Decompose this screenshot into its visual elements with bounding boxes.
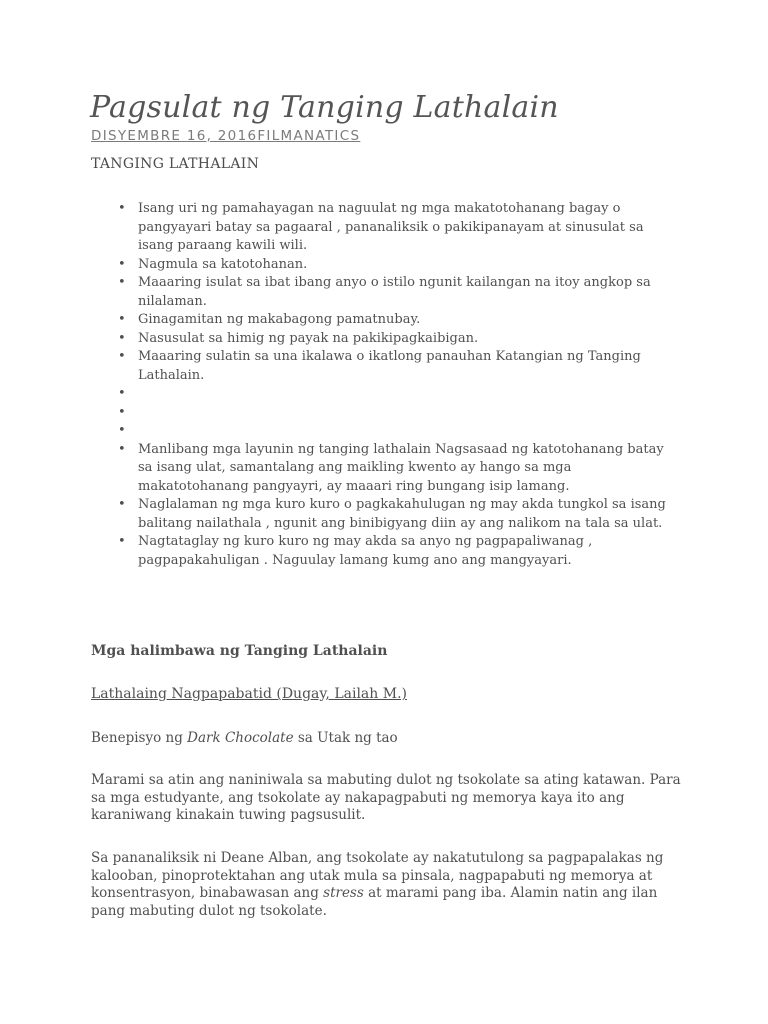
bullet-item [91,311,681,330]
bullet-text: Nagtataglay ng kuro kuro ng may akda sa anyo ng pagpapaliwanag , pagpapakahuligan . Naguulay lamang kumg ano ang mangyayari. [138,534,593,568]
bullet-marker: • [118,349,126,364]
bullet-marker: • [118,441,126,457]
bullet-item [91,274,681,311]
bullet-marker: • [118,404,126,420]
bullet-item [91,256,681,275]
bullet-text: Manlibang mga layunin ng tanging lathalain Nagsasaad ng katotohanang batay sa isang ulat, samantalang ang maikling kwento ay hango sa mga makatotohanang pangyayri, ay maaari ring bungang isip lamang. [138,441,664,494]
text-span: Benepisyo ng [91,730,188,746]
bullet-marker: • [118,386,126,401]
bullet-item [91,422,681,441]
emphasis-text: Dark Chocolate [187,730,294,746]
text-span: sa Utak ng tao [293,730,398,746]
bullet-text: Isang uri ng pamahayagan na naguulat ng mga makatotohanang bagay o pangyayari batay sa pagaaral , pananaliksik o pakikipanayam at sinusulat sa isang paraang kawili wili. [138,201,644,253]
bullet-item [91,441,681,497]
bullet-marker: • [118,534,126,549]
examples-heading: Mga halimbawa ng Tanging Lathalain [91,643,388,659]
text-span: Sa pananaliksik ni Deane Alban, ang tsokolate ay nakatutulong sa pagpapalakas ng kalooban, pinoprotektahan ang utak mula sa pinsala, nagpapabuti ng memorya at konsentrasyon, binabawasan ang [91,850,664,901]
bullet-marker: • [118,497,126,512]
article-meta-link[interactable]: DISYEMBRE 16, 2016FILMANATICS [91,128,361,144]
section-heading: TANGING LATHALAIN [91,156,260,172]
bullet-item [91,330,681,349]
bullet-marker: • [118,330,126,346]
article-title: Pagsulat ng Tanging Lathalain [90,90,559,125]
bullet-item [91,404,681,423]
bullet-item [91,385,681,404]
bullet-marker: • [118,275,126,290]
text-span: at marami pang iba. Alamin natin ang ilan pang mabuting dulot ng tsokolate. [91,885,658,919]
bullet-marker: • [118,256,126,272]
paragraph-benefits-title [91,730,681,748]
bullet-item [91,496,681,533]
bullet-text: Nagmula sa katotohanan. [138,256,308,272]
bullet-marker: • [118,201,126,216]
paragraph-research [91,850,681,920]
bullet-list [91,200,681,570]
bullet-item [91,200,681,256]
example-article-link[interactable]: Lathalaing Nagpapabatid (Dugay, Lailah M.) [91,686,407,702]
bullet-text: Maaaring sulatin sa una ikalawa o ikatlong panauhan Katangian ng Tanging Lathalain. [138,349,641,383]
bullet-text: Nasusulat sa himig ng payak na pakikipagkaibigan. [138,330,479,346]
emphasis-text: stress [323,885,364,901]
bullet-text: Ginagamitan ng makabagong pamatnubay. [138,312,421,327]
bullet-text: Maaaring isulat sa ibat ibang anyo o istilo ngunit kailangan na itoy angkop sa nilalaman. [138,275,651,309]
bullet-text: Naglalaman ng mga kuro kuro o pagkakahulugan ng may akda tungkol sa isang balitang nailathala , ngunit ang binibigyang diin ay ang nalikom na tala sa ulat. [138,497,666,531]
bullet-item [91,348,681,385]
paragraph-intro: Marami sa atin ang naniniwala sa mabuting dulot ng tsokolate sa ating katawan. Para sa mga estudyante, ang tsokolate ay nakapagpabuti ng memorya kaya ito ang karaniwang kinakain tuwing pagsusulit. [91,772,681,823]
bullet-marker: • [118,423,126,438]
bullet-item [91,533,681,570]
bullet-marker: • [118,312,126,327]
